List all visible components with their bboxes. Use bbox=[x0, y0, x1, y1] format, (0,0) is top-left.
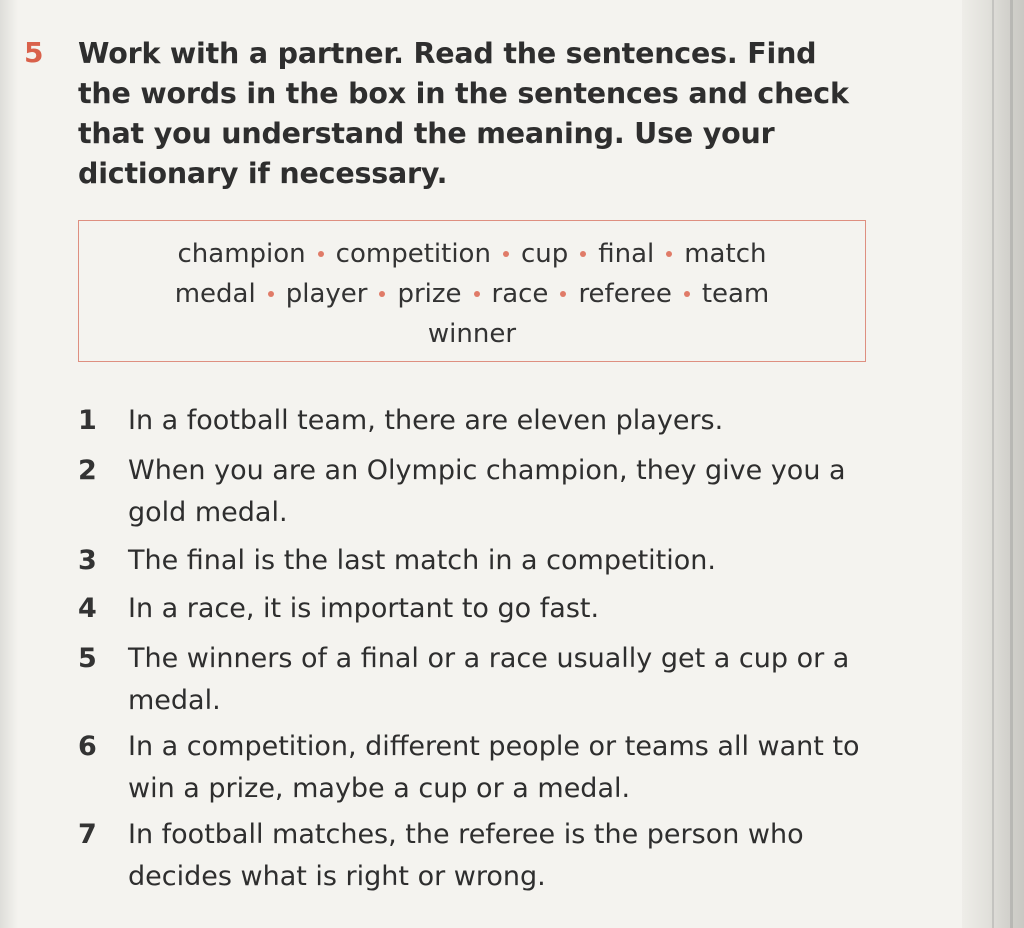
word-item: team bbox=[701, 279, 770, 309]
bullet-icon bbox=[666, 251, 672, 257]
sentence-number: 1 bbox=[78, 405, 97, 436]
word-item: player bbox=[285, 279, 368, 309]
word-box bbox=[78, 220, 866, 362]
word-item: final bbox=[598, 239, 655, 269]
word-box-line-1 bbox=[79, 239, 865, 269]
bullet-icon bbox=[318, 251, 324, 257]
sentence-text: In football matches, the referee is the person who decides what is right or wrong. bbox=[128, 819, 804, 892]
word-item: winner bbox=[427, 319, 517, 349]
word-item: race bbox=[491, 279, 549, 309]
bullet-icon bbox=[474, 291, 480, 297]
sentence-number: 2 bbox=[78, 455, 97, 486]
bullet-icon bbox=[560, 291, 566, 297]
bullet-icon bbox=[684, 291, 690, 297]
sentence-number: 4 bbox=[78, 593, 97, 624]
sentence-number: 3 bbox=[78, 545, 97, 576]
sentence-text: In a competition, different people or teams all want to win a prize, maybe a cup or a medal. bbox=[128, 731, 860, 804]
word-item: match bbox=[684, 239, 767, 269]
sentence-number: 5 bbox=[78, 643, 97, 674]
word-box-line-3 bbox=[79, 319, 865, 349]
bullet-icon bbox=[503, 251, 509, 257]
bullet-icon bbox=[379, 291, 385, 297]
sentence-text: When you are an Olympic champion, they give you a gold medal. bbox=[128, 455, 846, 528]
word-item: prize bbox=[397, 279, 462, 309]
word-box-line-2 bbox=[79, 279, 865, 309]
book-page-edge bbox=[962, 0, 1024, 928]
word-item: cup bbox=[520, 239, 569, 269]
sentence-number: 7 bbox=[78, 819, 97, 850]
sentence-text: The winners of a final or a race usually get a cup or a medal. bbox=[128, 643, 850, 716]
bullet-icon bbox=[580, 251, 586, 257]
sentence-text: The final is the last match in a competition. bbox=[128, 545, 716, 576]
word-item: referee bbox=[578, 279, 672, 309]
word-item: competition bbox=[335, 239, 491, 269]
bullet-icon bbox=[268, 291, 274, 297]
exercise-instruction: Work with a partner. Read the sentences. Find the words in the box in the sentences and check that you understand the meaning. Use your dictionary if necessary. bbox=[78, 37, 849, 190]
sentence-text: In a football team, there are eleven players. bbox=[128, 405, 724, 436]
page-left-shadow bbox=[0, 0, 18, 928]
word-item: medal bbox=[174, 279, 256, 309]
exercise-number: 5 bbox=[24, 36, 44, 69]
sentence-number: 6 bbox=[78, 731, 97, 762]
sentence-text: In a race, it is important to go fast. bbox=[128, 593, 600, 624]
word-item: champion bbox=[177, 239, 306, 269]
